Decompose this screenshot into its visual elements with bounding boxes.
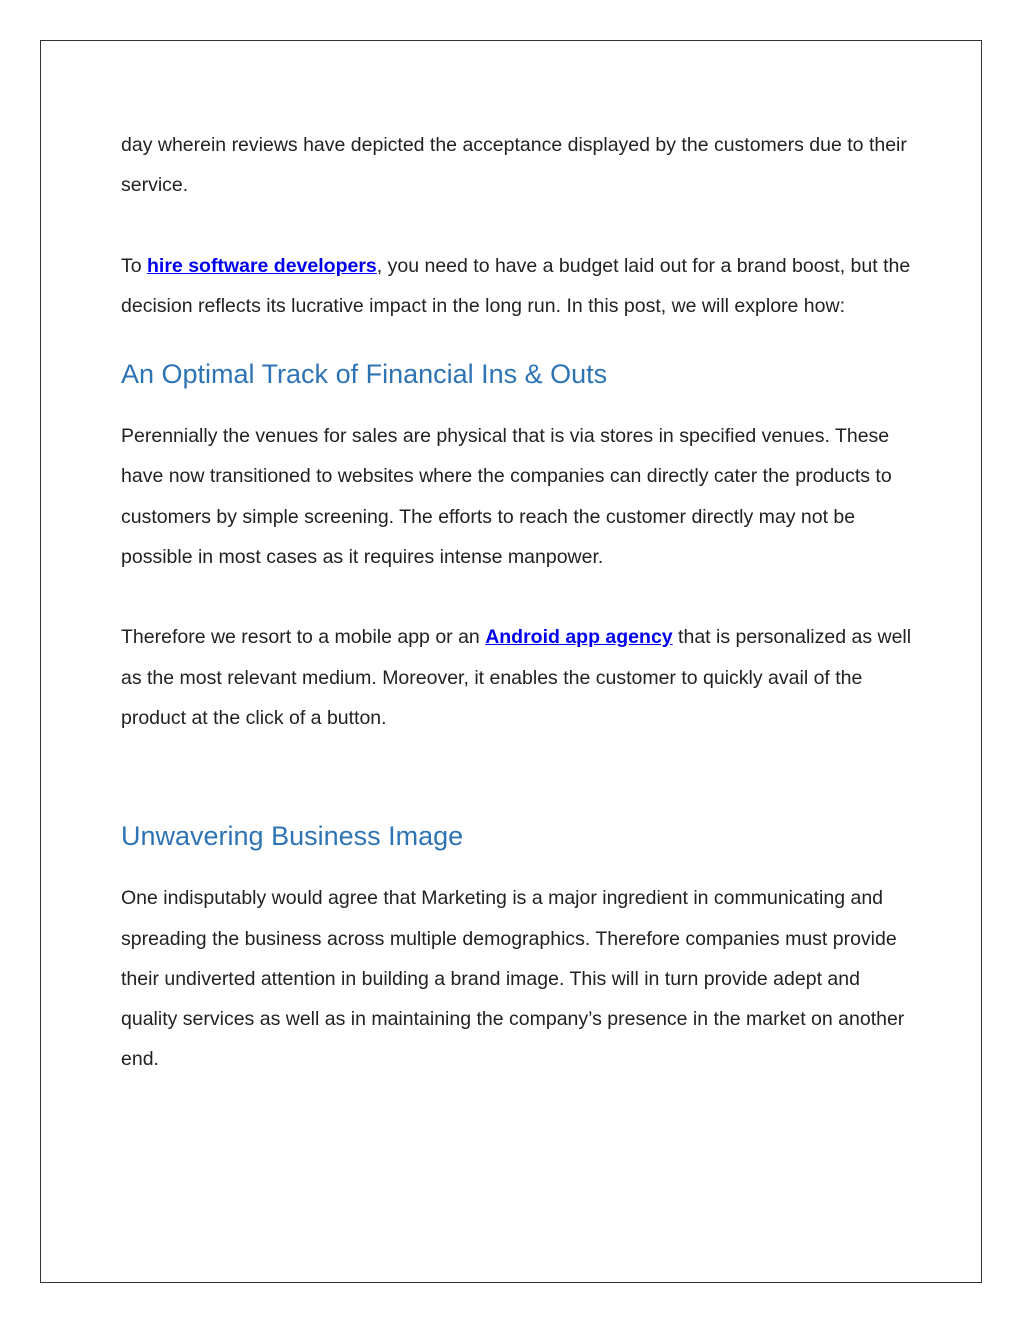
android-app-agency-link[interactable]: Android app agency [485, 626, 673, 649]
paragraph-android [121, 617, 921, 738]
hire-software-developers-link[interactable]: hire software developers [147, 254, 377, 277]
document-body [121, 125, 921, 1080]
paragraph-android-before: Therefore we resort to a mobile app or an [121, 626, 486, 649]
paragraph-marketing: One indisputably would agree that Marketing is a major ingredient in communicating and spreading the business across multiple demographics. Therefore companies must provide their undiverted attention in building a brand image. This will in turn provide adept and quality services as well as in maintaining the company’s presence in the market on another end. [121, 887, 905, 1071]
paragraph-venues: Perennially the venues for sales are physical that is via stores in specified venues. These have now transitioned to websites where the companies can directly cater the products to customers by simple screening. The efforts to reach the customer directly may not be possible in most cases as it requires intense manpower. [121, 425, 892, 569]
heading-business-image: Unwavering Business Image [121, 821, 464, 852]
paragraph-hire-after: , you need to have a budget laid out for a brand boost, but the decision reflects its lucrative impact in the long run. In this post, we will explore how: [121, 254, 911, 317]
heading-financial: An Optimal Track of Financial Ins & Outs [121, 359, 608, 390]
paragraph-hire-before: To [121, 254, 148, 277]
paragraph-intro: day wherein reviews have depicted the acceptance displayed by the customers due to their service. [121, 134, 907, 197]
paragraph-android-after: that is personalized as well as the most relevant medium. Moreover, it enables the customer to quickly avail of the product at the click of a button. [121, 626, 912, 729]
paragraph-hire [121, 246, 921, 327]
